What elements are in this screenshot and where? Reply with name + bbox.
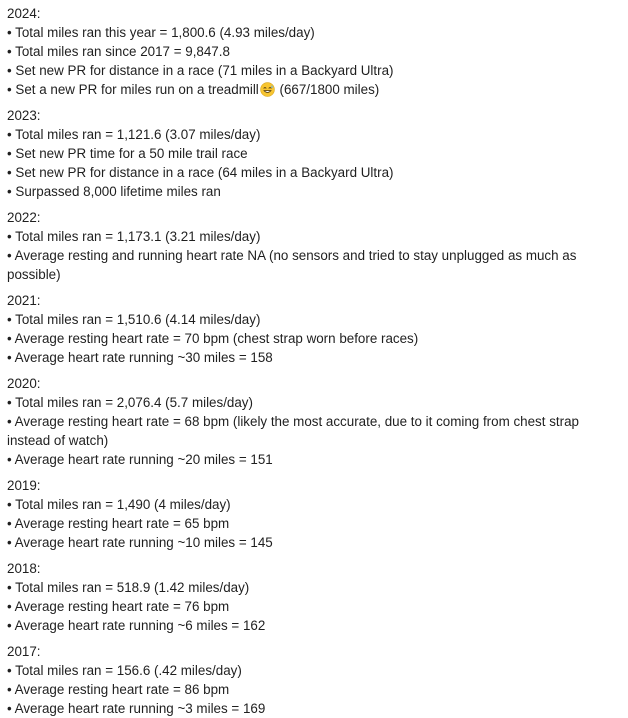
bullet-text: • Total miles ran this year = 1,800.6 (4.93 miles/day)	[7, 25, 315, 40]
section-spacer	[7, 469, 622, 476]
bullet-text: • Surpassed 8,000 lifetime miles ran	[7, 184, 221, 199]
bullet-text: • Set new PR for distance in a race (71 miles in a Backyard Ultra)	[7, 63, 394, 78]
bullet-item	[7, 144, 622, 163]
section-spacer	[7, 201, 622, 208]
bullet-item	[7, 578, 622, 597]
year-section	[7, 4, 622, 99]
bullet-text: • Average resting heart rate = 76 bpm	[7, 599, 230, 614]
bullet-text: • Average heart rate running ~6 miles = 162	[7, 618, 266, 633]
year-section	[7, 476, 622, 552]
bullet-item	[7, 661, 622, 680]
bullet-text: • Average resting heart rate = 86 bpm	[7, 682, 230, 697]
year-section	[7, 374, 622, 469]
bullet-item	[7, 348, 622, 367]
bullet-text: • Total miles ran = 2,076.4 (5.7 miles/day)	[7, 395, 253, 410]
bullet-text: • Total miles ran = 1,510.6 (4.14 miles/day)	[7, 312, 261, 327]
year-heading: 2019:	[7, 478, 41, 493]
year-heading: 2022:	[7, 210, 41, 225]
bullet-item	[7, 616, 622, 635]
bullet-text: • Total miles ran = 156.6 (.42 miles/day)	[7, 663, 242, 678]
bullet-item	[7, 42, 622, 61]
bullet-item	[7, 597, 622, 616]
year-heading: 2020:	[7, 376, 41, 391]
bullet-item	[7, 699, 622, 718]
year-section	[7, 106, 622, 201]
section-spacer	[7, 367, 622, 374]
bullet-text: • Total miles ran = 1,490 (4 miles/day)	[7, 497, 231, 512]
bullet-item	[7, 163, 622, 182]
bullet-item	[7, 227, 622, 246]
year-section	[7, 559, 622, 635]
bullet-item	[7, 329, 622, 348]
bullet-item	[7, 533, 622, 552]
bullet-text: • Total miles ran = 1,173.1 (3.21 miles/day)	[7, 229, 261, 244]
section-spacer	[7, 284, 622, 291]
bullet-text: • Set new PR for distance in a race (64 miles in a Backyard Ultra)	[7, 165, 394, 180]
bullet-text: • Average resting heart rate = 65 bpm	[7, 516, 230, 531]
bullet-item	[7, 23, 622, 42]
bullet-text: • Average heart rate running ~20 miles = 151	[7, 452, 273, 467]
bullet-text: • Total miles ran = 518.9 (1.42 miles/day)	[7, 580, 250, 595]
bullet-item	[7, 182, 622, 201]
grinning-sweat-emoji-icon	[260, 82, 275, 97]
bullet-item	[7, 450, 622, 469]
bullet-text: • Set a new PR for miles run on a treadmill	[7, 82, 259, 97]
year-heading: 2023:	[7, 108, 41, 123]
year-heading: 2021:	[7, 293, 41, 308]
bullet-text: • Set new PR time for a 50 mile trail race	[7, 146, 248, 161]
bullet-item	[7, 310, 622, 329]
bullet-item	[7, 80, 622, 99]
bullet-text: • Total miles ran since 2017 = 9,847.8	[7, 44, 230, 59]
bullet-item	[7, 680, 622, 699]
bullet-text: • Total miles ran = 1,121.6 (3.07 miles/day)	[7, 127, 261, 142]
year-heading: 2017:	[7, 644, 41, 659]
bullet-text: (667/1800 miles)	[275, 82, 380, 97]
bullet-item	[7, 125, 622, 144]
bullet-text: • Average heart rate running ~10 miles = 145	[7, 535, 273, 550]
bullet-item	[7, 412, 622, 450]
section-spacer	[7, 99, 622, 106]
year-heading: 2024:	[7, 6, 41, 21]
bullet-item	[7, 246, 622, 284]
bullet-text: • Average resting heart rate = 68 bpm (likely the most accurate, due to it coming from chest strap instead of watch)	[7, 414, 579, 448]
section-spacer	[7, 635, 622, 642]
section-spacer	[7, 552, 622, 559]
year-heading: 2018:	[7, 561, 41, 576]
year-section	[7, 208, 622, 284]
bullet-item	[7, 61, 622, 80]
year-section	[7, 291, 622, 367]
bullet-text: • Average resting and running heart rate NA (no sensors and tried to stay unplugged as much as possible)	[7, 248, 577, 282]
bullet-item	[7, 514, 622, 533]
bullet-item	[7, 495, 622, 514]
bullet-text: • Average heart rate running ~3 miles = 169	[7, 701, 266, 716]
bullet-text: • Average resting heart rate = 70 bpm (chest strap worn before races)	[7, 331, 419, 346]
bullet-item	[7, 393, 622, 412]
bullet-text: • Average heart rate running ~30 miles = 158	[7, 350, 273, 365]
